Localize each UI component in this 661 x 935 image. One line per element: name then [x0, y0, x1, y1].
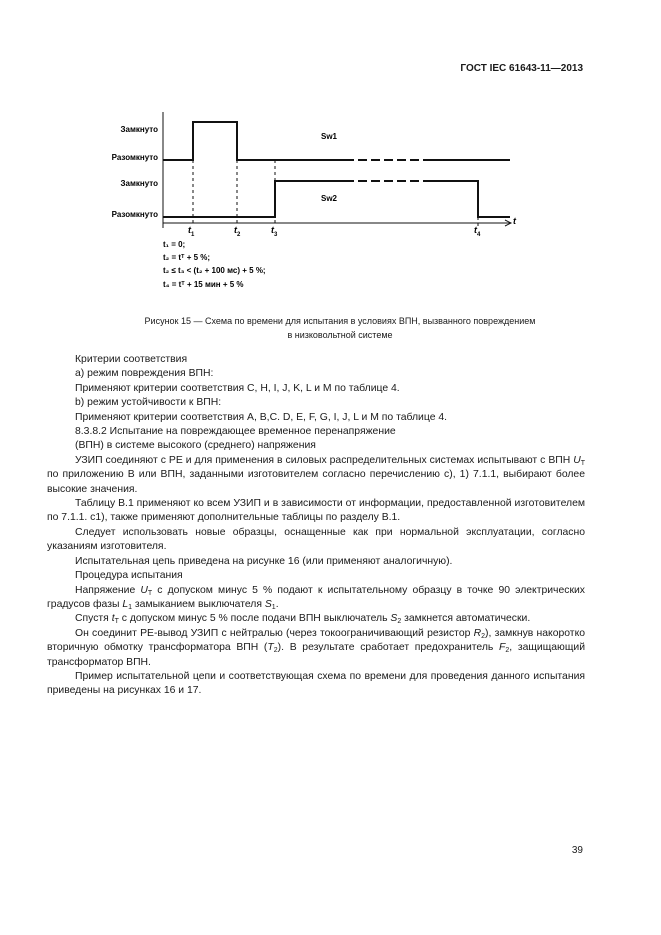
label-sw2: Sw2 [321, 194, 338, 203]
body-text [47, 353, 585, 699]
paragraph: Он соединит PE-вывод УЗИП с нейтралью (через токоограничивающий резистор $R_2$), замкнув накоротко вторичную обмотку трансформатора ВПН $(T_2)$. В результате сработает предохранитель $F_2$, защищающий трансформатор ВПН. [47, 627, 586, 668]
tick-t3: $t_3$ [271, 225, 278, 238]
paragraph: Критерии соответствия [75, 354, 188, 365]
formula-t2: t₂ = tᵀ + 5 %; [163, 253, 211, 262]
paragraph: Применяют критерии соответствия C, H, I, J, K, L и M по таблице 4. [75, 382, 400, 394]
label-open-sw1: Разомкнуто [111, 153, 158, 162]
formula-t4: t₄ = tᵀ + 15 мин + 5 % [163, 280, 244, 289]
timing-diagram [0, 0, 661, 300]
paragraph: Пример испытательной цепи и соответствующая схема по времени для проведения данного испытания приведены на рисунках 16 и 17. [47, 670, 585, 697]
sw2-tail [425, 181, 510, 217]
figure-caption-line-2: в низковольтной системе [287, 330, 393, 340]
paragraph: Спустя $t_T$ с допуском минус 5 % после подачи ВПН выключатель $S_2$ замкнется автоматически. [75, 613, 531, 626]
tick-t4: $t_4$ [474, 225, 481, 238]
paragraph: Следует использовать новые образцы, оснащенные как при нормальной эксплуатации, согласно указаниям изготовителя. [47, 526, 585, 553]
paragraph: Напряжение $U_T$ с допуском минус 5 % подают к испытательному образцу в точке 90 электрических градусов фазы $L_1$ замыканием выключателя $S_1$. [47, 584, 585, 611]
label-closed-sw1: Замкнуто [120, 125, 158, 134]
label-sw1: Sw1 [321, 132, 338, 141]
paragraph: Применяют критерии соответствия A, B,C. D, E, F, G, I, J, L и M по таблице 4. [75, 411, 448, 423]
formula-t1: t₁ = 0; [163, 240, 186, 249]
section-heading-cont: (ВПН) в системе высокого (среднего) напряжения [75, 440, 316, 452]
label-open-sw2: Разомкнуто [111, 210, 158, 219]
paragraph: а) режим повреждения ВПН: [75, 368, 214, 380]
paragraph: b) режим устойчивости к ВПН: [75, 397, 222, 409]
document-header: ГОСТ IEC 61643-11—2013 [460, 63, 583, 74]
paragraph: УЗИП соединяют с PE и для применения в силовых распределительных системах испытывают с ВПН $U_T$ по приложению B или ВПН, заданными изготовителем согласно перечислению с), 1) 7.1.1, выбирают более высокие значения. [47, 454, 585, 495]
page-number: 39 [571, 845, 583, 856]
sw2-signal [163, 181, 345, 217]
label-closed-sw2: Замкнуто [120, 179, 158, 188]
tick-t2: $t_2$ [234, 225, 241, 238]
figure-caption-line-1: Рисунок 15 — Схема по времени для испытания в условиях ВПН, вызванного повреждением [144, 316, 536, 326]
section-heading: 8.3.8.2 Испытание на повреждающее временное перенапряжение [75, 426, 396, 438]
formula-t3: t₂ ≤ t₃ < (t₂ + 100 мс) + 5 %; [163, 266, 266, 275]
sw1-signal [163, 122, 345, 160]
axis-t-label: t [513, 216, 516, 226]
paragraph: Таблицу B.1 применяют ко всем УЗИП и в зависимости от информации, предоставленной изготовителем по 7.1.1. с1), также применяют дополнительные таблицы по разделу B.1. [47, 498, 585, 524]
paragraph: Процедура испытания [75, 570, 183, 582]
tick-t1: $t_1$ [188, 225, 195, 238]
figure-caption [80, 314, 600, 342]
paragraph: Испытательная цепь приведена на рисунке 16 (или применяют аналогичную). [75, 555, 453, 567]
